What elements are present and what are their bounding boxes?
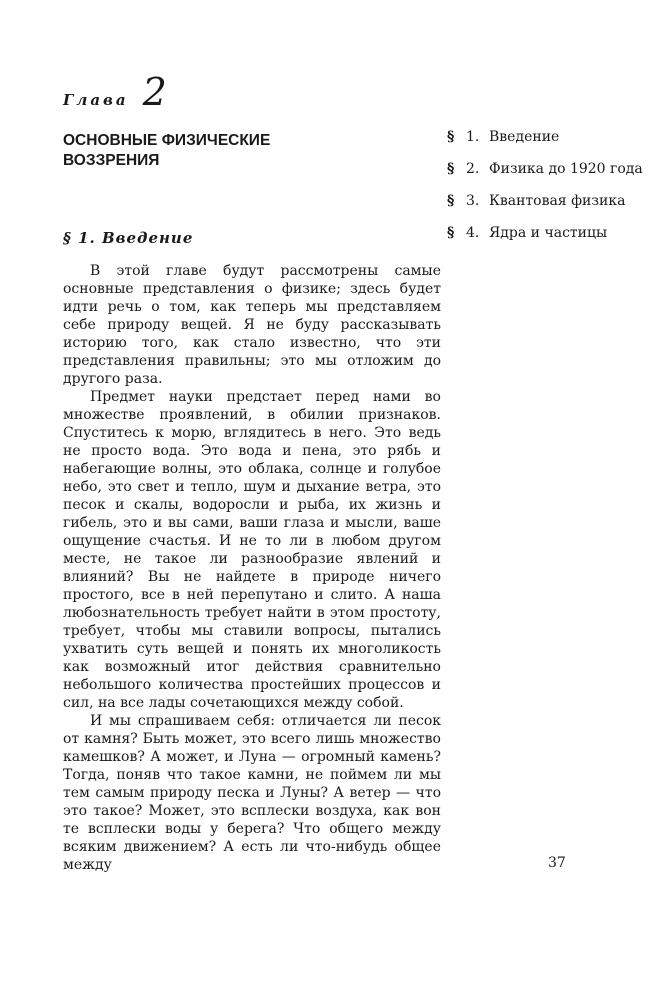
section-heading: § 1. Введение bbox=[63, 229, 194, 247]
toc-item bbox=[447, 224, 647, 242]
section-mark: § bbox=[447, 161, 455, 177]
toc-item-number: 2. bbox=[466, 161, 480, 177]
page-number: 37 bbox=[548, 855, 566, 871]
paragraph: И мы спрашиваем себя: отличается ли песок от камня? Быть может, это всего лишь множество камешков? А может, и Луна — огромный камень? Тогда, поняв что такое камни, не поймем ли мы тем самым природу песка и Луны? А ветер — что это такое? Может, это всплески воздуха, как вон те всплески воды у берега? Что общего между всяким движением? А есть ли что-нибудь общее между bbox=[63, 713, 441, 873]
toc-item bbox=[447, 128, 647, 146]
body-text bbox=[63, 262, 441, 874]
chapter-title: ОСНОВНЫЕ ФИЗИЧЕСКИЕ ВОЗЗРЕНИЯ bbox=[63, 132, 271, 169]
toc-item bbox=[447, 160, 647, 178]
toc-item-number: 3. bbox=[466, 193, 480, 209]
chapter-heading bbox=[63, 70, 167, 114]
paragraph: Предмет науки предстает перед нами во множестве проявлений, в обилии признаков. Спуститесь к морю, вглядитесь в него. Это ведь не просто вода. Это вода и пена, это рябь и набегающие волны, это облака, солнце и голубое небо, это свет и тепло, шум и дыхание ветра, это песок и скалы, водоросли и рыба, их жизнь и гибель, это и вы сами, ваши глаза и мысли, ваше ощущение счастья. И не то ли в любом другом месте, не такое ли разнообразие явлений и влияний? Вы не найдете в природе ничего простого, все в ней перепутано и слито. А наша любознательность требует найти в этом простоту, требует, чтобы мы ставили вопросы, пытались ухватить суть вещей и понять их многоликость как возможный итог действия сравнительно небольшого количества простейших процессов и сил, на все лады сочетающихся между собой. bbox=[63, 389, 441, 711]
toc-item-number: 1. bbox=[466, 129, 480, 145]
toc-item-label: Введение bbox=[489, 129, 560, 145]
chapter-number: 2 bbox=[142, 70, 167, 114]
chapter-contents bbox=[447, 128, 647, 256]
chapter-label: Глава bbox=[63, 91, 129, 109]
toc-item bbox=[447, 192, 647, 210]
paragraph: В этой главе будут рассмотрены самые основные представления о физике; здесь будет идти речь о том, как теперь мы представляем себе природу вещей. Я не буду рассказывать историю того, как стало известно, что эти представления правильны; это мы отложим до другого раза. bbox=[63, 263, 441, 387]
section-mark: § bbox=[447, 129, 455, 145]
toc-item-label: Физика до 1920 года bbox=[489, 161, 643, 177]
toc-item-label: Ядра и частицы bbox=[489, 225, 608, 241]
section-mark: § bbox=[447, 193, 455, 209]
toc-item-number: 4. bbox=[466, 225, 480, 241]
section-mark: § bbox=[447, 225, 455, 241]
toc-item-label: Квантовая физика bbox=[489, 193, 626, 209]
